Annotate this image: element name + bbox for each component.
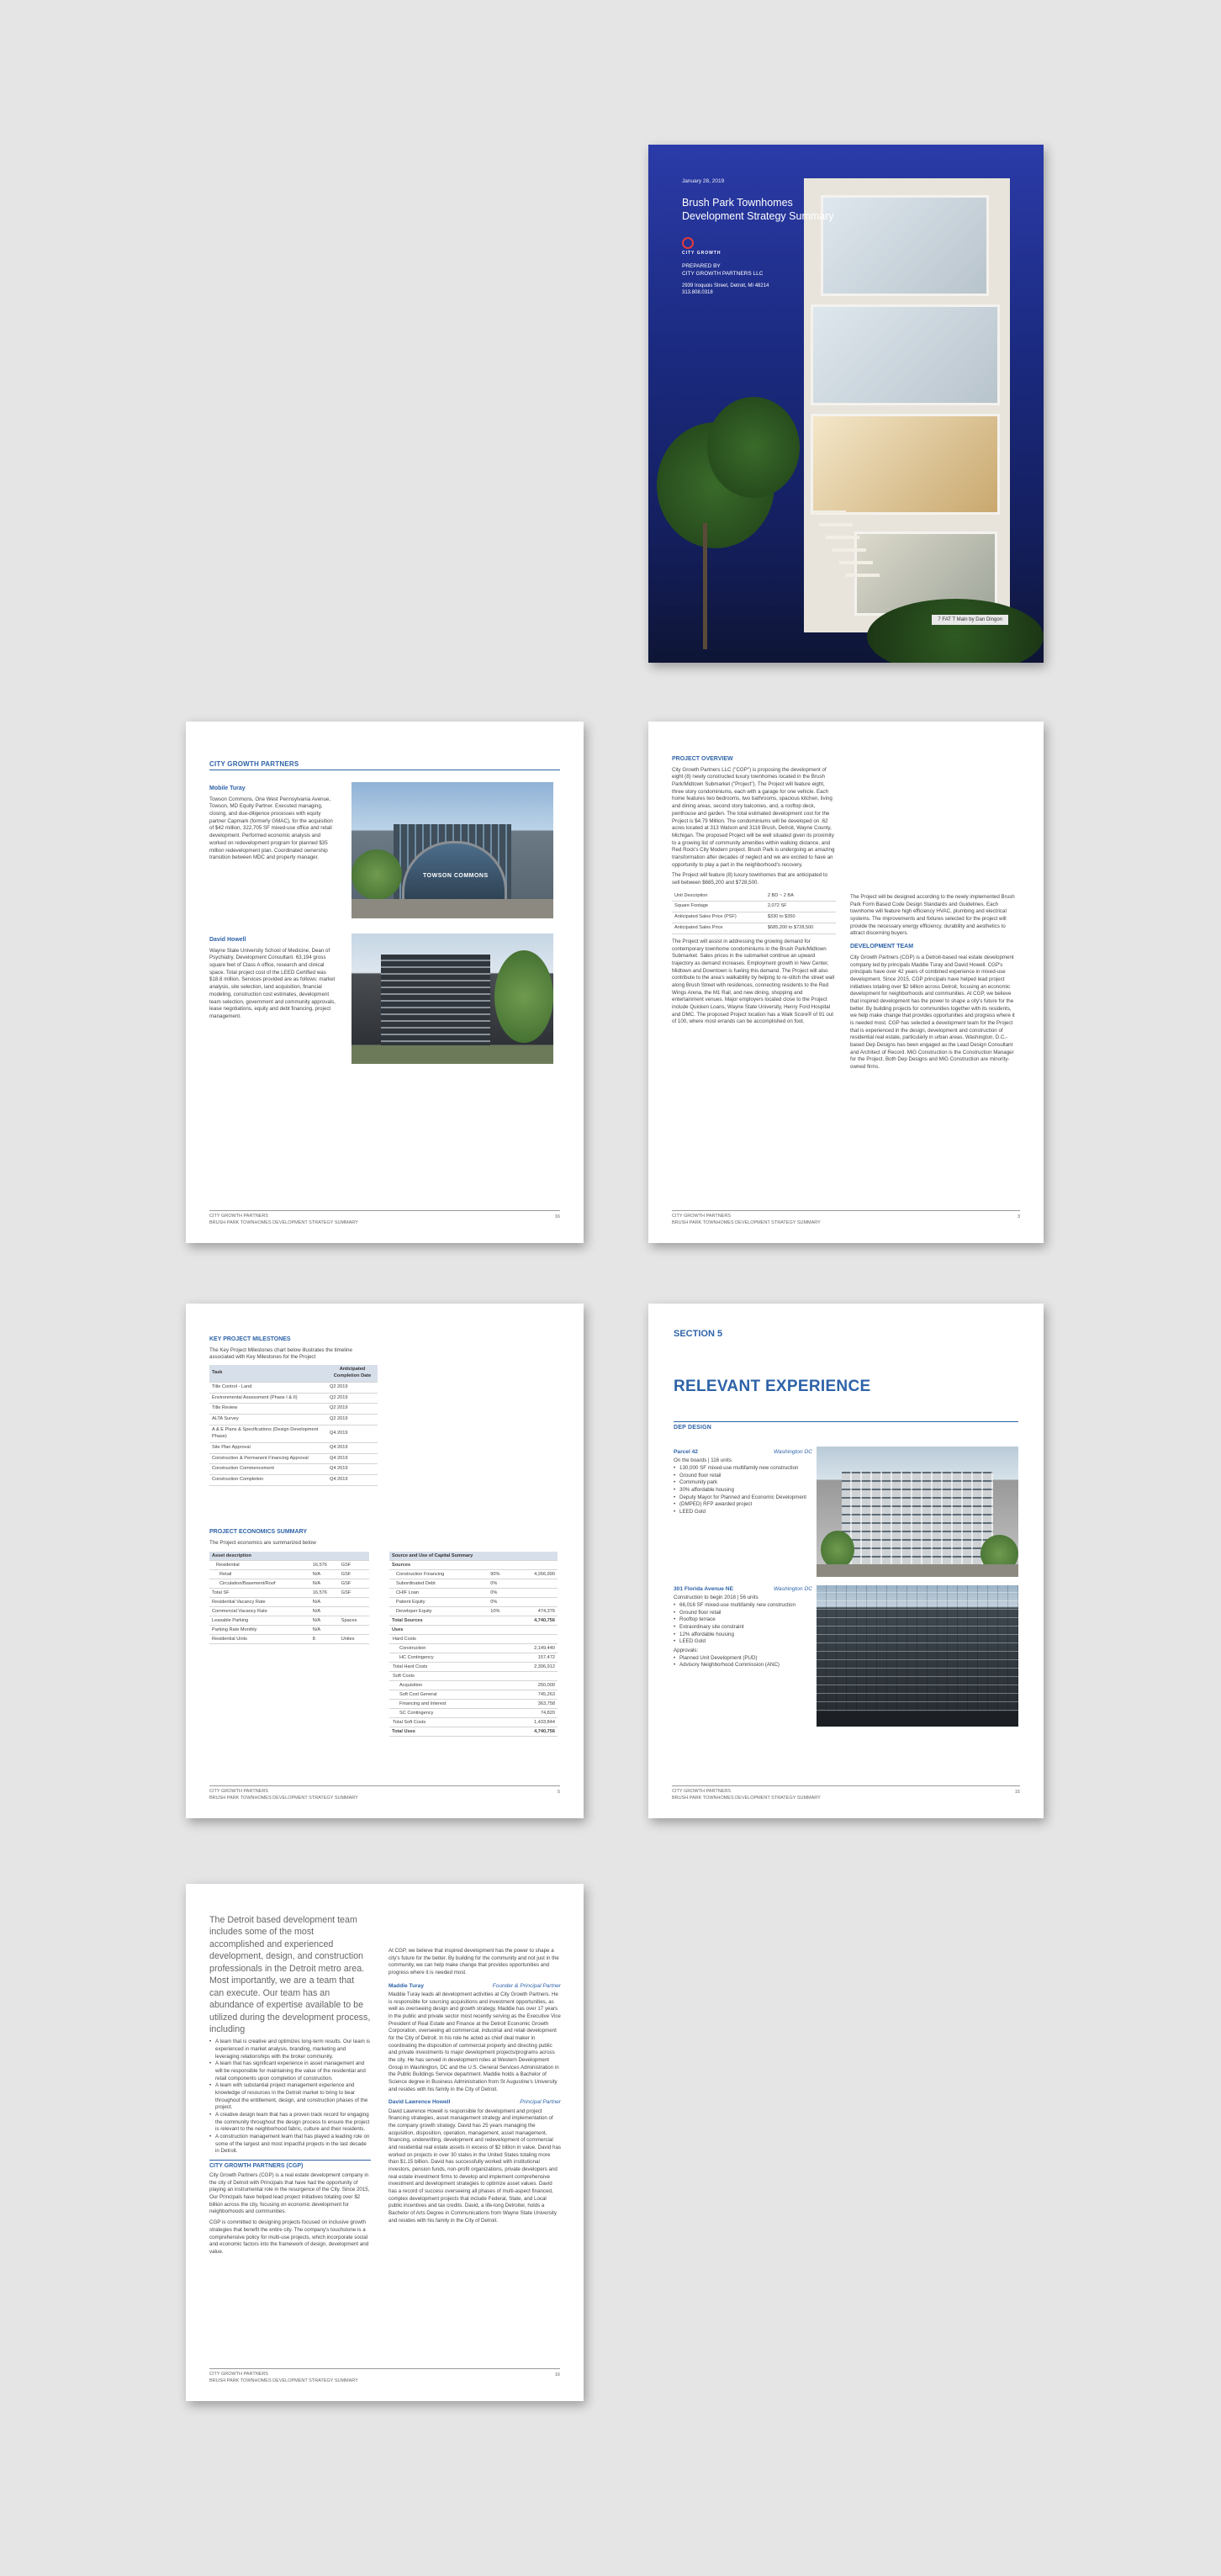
table-row: Construction Commencement Q4 2019 (209, 1464, 378, 1475)
table-row: HC Contingency 157,472 (389, 1653, 558, 1663)
tree-trunk (703, 523, 707, 649)
design-paragraph: The Project will be designed according to the newly implemented Brush Park Form Based Code Design Standards and Guidelines. Each townhome will feature high efficiency HVAC, plumbing and electrical systems. The improvements and fixtures selected for the project will provide the necessary energy efficiency, durability and aesthetics to attract discerning buyers. (850, 894, 1015, 937)
team-strengths (209, 2039, 371, 2155)
list-item: • LEED Gold (674, 1638, 812, 1646)
list-item: • A team that has significant experience in asset management and will be responsible for maintaining the value of the residential and retail components upon completion of construction. (209, 2060, 371, 2082)
list-item: • Ground floor retail (674, 1610, 812, 1617)
page-footer: CITY GROWTH PARTNERS BRUSH PARK TOWNHOMES DEVELOPMENT STRATEGY SUMMARY 3 (672, 1210, 1020, 1226)
table-row: Acquisition 250,000 (389, 1681, 558, 1690)
table-row: Soft Cost General 745,263 (389, 1690, 558, 1700)
project-features (674, 1465, 812, 1516)
list-item: • 130,000 SF mixed-use multifamily new construction (674, 1465, 812, 1473)
table-row: Construction & Permanent Financing Approval Q4 2019 (209, 1453, 378, 1464)
page-footer: CITY GROWTH PARTNERS BRUSH PARK TOWNHOMES DEVELOPMENT STRATEGY SUMMARY 16 (209, 1210, 560, 1226)
parcel-42-rendering (817, 1447, 1018, 1577)
approvals-label: Approvals: (674, 1647, 699, 1653)
table-row: Parking Rate Monthly N/A (209, 1626, 369, 1635)
list-item: • A team that is creative and optimizes long-term results. Our team is experienced in market analysis, branding, marketing and leveraging relationships with the broker community. (209, 2039, 371, 2060)
table-row: Residential Units 8 Unites (209, 1635, 369, 1644)
list-item: • (DMPED) RFP awarded project (674, 1501, 812, 1509)
building-sign: TOWSON COMMONS (423, 873, 489, 879)
page-number: 5 (557, 1790, 560, 1796)
table-row: Residential Vacancy Rate N/A (209, 1598, 369, 1607)
table-row: Environmental Assessment (Phase I & II) Q2 2019 (209, 1393, 378, 1404)
milestones-table: Task Anticipated Completion Date Title Control - Land Q2 2019 Environmental Assessment (Phase I & II) Q2 2019 Title Review Q2 2019 ALTA Survey Q2 2019 A & E Plans & Specifications (Design Development Phase) Q4 2019 Site Plan Approval Q4 2019 Construction & Permanent Financing Approval Q4 2019 Construction Commencement Q4 2019 Construction Completion Q4 2019 (209, 1365, 378, 1486)
list-item: • Community park (674, 1479, 812, 1487)
dev-team-paragraph: City Growth Partners (CGP) is a Detroit-based real estate development company led by principals Maddie Turay and David Howell. CGP's principals have over 42 years of combined experience in mixed-use development. Since 2015, CGP principals have helped lead project initiatives totaling over $2 billion across Detroit, focusing an economic development for neighborhoods and communities. At CGP, we believe that inspired development has the power to shape a city's future for the better. By building projects for communities together with its residents, we help make change that provides opportunities and progress where it is needed most. CGP has selected a development team for the Project that is experienced in the design, development and construction of residential real estate, particularly in urban areas. Washington, D.C.-based Dep Designs has been engaged as the Lead Design Consultant and Architect of Record. MiG Construction is the Construction Manager for the Project. Both Dep Designs and MiG Construction are minority-owned firms. (850, 954, 1015, 1070)
list-item: • A team with substantial project management experience and knowledge of resources in the Detroit market to bring to bear throughout the entitlement, design, and construction phases of the project. (209, 2082, 371, 2112)
cover-address: 2939 Iroquois Street, Detroit, MI 48214 313.808.0318 (682, 283, 769, 296)
cgp-belief-paragraph: At CGP, we believe that inspired development has the power to shape a city's future for the better. By building for the community and not just in the community, we can help make change that provides opportunities and progress where it is needed most. (388, 1948, 559, 1976)
list-item: • 30% affordable housing (674, 1487, 812, 1494)
asset-table: Asset description Residential 16,576 GSF Retail N/A GSF Circulation/Basement/Roof N/A GSF Total SF 16,576 GSF Residential Vacancy Rate N/A Commercial Vacancy Rate N/A Leasable Parking N/A Spaces Parking Rate Monthly N/A Residential Units 8 Unites (209, 1552, 369, 1644)
section-heading: PROJECT OVERVIEW (672, 756, 733, 762)
table-row: A & E Plans & Specifications (Design Development Phase) Q4 2019 (209, 1426, 378, 1443)
section-heading: KEY PROJECT MILESTONES (209, 1336, 291, 1342)
table-row: Title Review Q2 2019 (209, 1404, 378, 1415)
table-row: CHIF Loan 0% (389, 1589, 558, 1598)
table-row: Construction 2,149,440 (389, 1644, 558, 1653)
milestones-intro: The Key Project Milestones chart below illustrates the timeline associated with Key Milestones for the Project (209, 1346, 352, 1361)
list-item: • Rooftop terrace (674, 1616, 812, 1624)
cover-text (682, 178, 850, 296)
list-item: • 12% affordable housing (674, 1632, 812, 1639)
list-item: • Extraordinary site constraint (674, 1624, 812, 1632)
florida-avenue-rendering (817, 1585, 1018, 1727)
economics-intro: The Project economics are summarized below (209, 1539, 316, 1546)
person-title: David Howell (209, 937, 246, 943)
table-row: Construction Financing 90% 4,266,990 (389, 1570, 558, 1579)
person-header: Maddie Turay Founder & Principal Partner (388, 1982, 561, 1989)
section-number: SECTION 5 (674, 1329, 723, 1339)
section-header: CITY GROWTH PARTNERS (209, 760, 299, 768)
table-row: Leasable Parking N/A Spaces (209, 1616, 369, 1626)
prepared-by: PREPARED BY CITY GROWTH PARTNERS LLC (682, 262, 764, 277)
project-features (674, 1602, 812, 1646)
photo-caption: 7 FAT T Main by Dan Dingon (932, 615, 1008, 625)
list-item: • A creative design team that has a proven track record for engaging the community throughout the design process to ensure the project is relevant to the neighborhood fabric, culture and their residents. (209, 2112, 371, 2134)
table-row: Retail N/A GSF (209, 1570, 369, 1579)
section-heading: CITY GROWTH PARTNERS (CGP) (209, 2160, 371, 2169)
overview-paragraph: The Project will assist in addressing the growing demand for contemporary townhome condominiums in the Brush Park/Midtown Submarket. Sales prices in the submarket continue an upward trajectory as demand increases. Employment growth in New Center, Midtown and Downtown is fueling this demand. The Project will also contribute to the area's walkability by helping to re-stitch the street wall along Brush Street with residences, connecting residents to the Red Wings Arena, the M1 Rail, and new dining, shopping and entertainment venues. Major employers located close to the Project include Quicken Loans, Wayne State University, Henry Ford Hospital and DMC. The proposed Project location has a Walk Score® of 91 out of 100, where most errands can be accomplished on foot. (672, 938, 835, 1025)
logo-mark-icon (682, 237, 694, 249)
tree-foliage (707, 397, 800, 498)
page-development-team (186, 1884, 584, 2401)
approvals-list (674, 1655, 812, 1669)
cover-date: January 28, 2019 (682, 178, 725, 184)
table-row: ALTA Survey Q2 2019 (209, 1415, 378, 1426)
table-row: Total SF 16,576 GSF (209, 1589, 369, 1598)
table-row: SC Contingency 74,820 (389, 1709, 558, 1718)
cover-page (648, 145, 1044, 663)
table-row: Subordinated Debt 0% (389, 1579, 558, 1589)
table-row: Residential 16,576 GSF (209, 1561, 369, 1570)
cover-title: Brush Park Townhomes Development Strategy Summary (682, 197, 834, 223)
page-milestones-economics (186, 1304, 584, 1818)
overview-paragraph: The Project will feature (8) luxury townhomes that are anticipated to sell between $685,200 and $728,500. (672, 872, 828, 886)
overview-paragraph: City Growth Partners LLC ("CGP") is proposing the development of eight (8) newly constructed luxury townhomes located in the Brush Park/Midtown Submarket ("Project"). The Project will feature eight, three story condominiums, each with a garage for one vehicle. Each home features two bedrooms, two bathrooms, spacious kitchen, living and dining areas, second story balconies, and, a rooftop deck, penthouse and garden. The total estimated development cost for the Project is $4.79 Million. The condominiums will be developed on .62 acres located at 313 Watson and 3116 Brush, Detroit, Wayne County, Michigan. The proposed Project will be well situated given its proximity to a growing list of community amenities within walking distance, and Red Rock's City Modern project. Brush Park is undergoing an amazing transformation after decades of neglect and we are excited to have an opportunity to play a part in the neighborhood's recovery. (672, 766, 835, 868)
logo-brand: CITY GROWTH (682, 250, 722, 256)
person-bio: Maddie Turay leads all development activities at City Growth Partners. He is responsible for sourcing acquisitions and investment opportunities, as well as overseeing design and growth strategy. Maddie has over 17 years in the public and private sector most recently serving as the Executive Vice President of Real Estate and Finance at the Detroit Economic Growth Corporation, overseeing all commercial, industrial and retail development for the City of Detroit. In his role he acted as chief deal maker in coordinating the disposition of commercial property and directing public and private investments to major development projects/programs across the city. He has served in development roles at Western Development Group in Washington, DC and the U.S. General Services Administration in the Public Buildings Service department. Maddie holds a Bachelor of Science degree in Business Administration from St Augustine's University and resides with his family in the City of Detroit. (388, 1991, 561, 2092)
wayne-state-building-photo (352, 934, 553, 1064)
page-number: 16 (554, 2372, 560, 2378)
list-item: • Ground floor retail (674, 1473, 812, 1480)
firm-heading: DEP DESIGN (674, 1425, 712, 1431)
page-team-experience (186, 722, 584, 1243)
page-relevant-experience (648, 1304, 1044, 1818)
list-item: • Advisory Neighborhood Commission (ANC) (674, 1662, 812, 1669)
table-row: Construction Completion Q4 2019 (209, 1475, 378, 1486)
project-header: Parcel 42 Washington DC (674, 1449, 812, 1455)
section-heading: PROJECT ECONOMICS SUMMARY (209, 1529, 308, 1535)
table-row: Site Plan Approval Q4 2019 (209, 1442, 378, 1453)
page-number: 3 (1017, 1214, 1020, 1220)
project-header: 301 Florida Avenue NE Washington DC (674, 1586, 812, 1592)
table-row: Commercial Vacancy Rate N/A (209, 1607, 369, 1616)
page-number: 16 (554, 1214, 560, 1220)
person-description: Wayne State University School of Medicine, Dean of Psychiatry, Development Consultant. 63,194 gross square feet of Class A office, research and clinical space. Total project cost of the LEED Certified was $18.8 million. Services provided are as follows: market analysis, site selection, land acquisition, financial modeling, construction cost estimates, development team selection, government and community approvals, lease negotiations, equity and debt financing, project management. (209, 947, 336, 1019)
page-footer: CITY GROWTH PARTNERS BRUSH PARK TOWNHOMES DEVELOPMENT STRATEGY SUMMARY 5 (209, 1785, 560, 1801)
person-title: Mobile Turay (209, 785, 246, 791)
cgp-paragraph: City Growth Partners (CGP) is a real estate development company in the city of Detroit with Principals that have had the opportunity of playing an instrumental role in the resurgence of the City. Since 2015, Our Principals have helped lead project initiatives totaling over $2 billion across the city, focusing on economic development for neighborhoods and communities. (209, 2172, 370, 2215)
towson-commons-photo (352, 782, 553, 918)
table-row: Financing and Interest 363,758 (389, 1700, 558, 1709)
cgp-paragraph: CGP is committed to designing projects focused on inclusive growth strategies that benefit the entire city. The company's touchstone is a comprehensive policy for multi-use projects, which incorporate social and economic factors into the framework of design, development and value. (209, 2219, 369, 2255)
sources-uses-table: Source and Use of Capital Summary Sources Construction Financing 90% 4,266,990 Subordinated Debt 0% CHIF Loan 0% Patient Equity 0% Developer Equity 10% 474,376 Total Sources 4,740,756 Uses Hard Costs Construction 2,149,440 HC Contingency 157,472 Total Hard Costs 2,306,912 Soft Costs Acquisition 250,000 Soft Cost General 745,263 Financing and Interest 363,758 SC Contingency 74,820 Total Soft Costs 1,433,844 Total Uses 4,740,756 (389, 1552, 558, 1737)
person-bio: David Lawrence Howell is responsible for development and project financing strategies, asset management strategy and implementation of the company growth strategy. David has 25 years managing the acquisition, disposition, operation, management, asset management, financing, underwriting, development and redevelopment of commercial and residential real estate assets in excess of $2 billion in value. David has worked on projects in over 30 states in the United States totaling more than $1.15 billion. David has successfully worked with institutional investors, pension funds, non-profit organizations, private developers and real estate investment firms to develop and implement comprehensive investment and development strategies to optimize asset values. David has a record of success overseeing all phases of multi-aspect financed, complex development projects that include Federal, State, and Local public incentives and tax credits. David, a life-long Detroiter, holds a Bachelor of Arts Degree in Communications from Wayne State University and resides with his family in the City of Detroit. (388, 2108, 561, 2224)
page-footer: CITY GROWTH PARTNERS BRUSH PARK TOWNHOMES DEVELOPMENT STRATEGY SUMMARY 15 (672, 1785, 1020, 1801)
table-row: Developer Equity 10% 474,376 (389, 1607, 558, 1616)
list-item: • Planned Unit Development (PUD) (674, 1655, 812, 1663)
table-row: Patient Equity 0% (389, 1598, 558, 1607)
section-title: RELEVANT EXPERIENCE (674, 1378, 871, 1395)
page-project-overview (648, 722, 1044, 1243)
table-row: Circulation/Basement/Roof N/A GSF (209, 1579, 369, 1589)
list-item: • Deputy Mayor for Planned and Economic Development (674, 1494, 812, 1502)
person-header: David Lawrence Howell Principal Partner (388, 2099, 561, 2106)
unit-table: Unit Description 2 BD ~ 2 BA Square Footage 2,072 SF Anticipated Sales Price (PSF) $330 to $350 Anticipated Sales Price $685,200 to $728,500 (672, 891, 836, 934)
person-description: Towson Commons, One West Pennsylvania Avenue, Towson, MD Equity Partner. Executed managing, closing, and due-diligence processes with equity partner Capmark (formerly GMAC), for the acquisition of $42 million, 322,705 SF mixed-use office and retail development. Performed economic analysis and worked on redevelopment program for planned $35 million redevelopment plan. Coordinated ownership transition between MDC and property manager. (209, 796, 333, 861)
project-subtitle: On the boards | 116 units (674, 1457, 732, 1464)
project-subtitle: Construction to begin 2018 | 56 units (674, 1595, 758, 1601)
section-heading: DEVELOPMENT TEAM (850, 944, 914, 950)
table-row: Title Control - Land Q2 2019 (209, 1382, 378, 1393)
page-footer: CITY GROWTH PARTNERS BRUSH PARK TOWNHOMES DEVELOPMENT STRATEGY SUMMARY 16 (209, 2368, 560, 2384)
list-item: • LEED Gold (674, 1509, 812, 1516)
page-number: 15 (1014, 1790, 1020, 1796)
list-item: • 66,016 SF mixed-use multifamily new construction (674, 1602, 812, 1610)
team-lead-paragraph: The Detroit based development team includes some of the most accomplished and experienced development, design, and construction professionals in the Detroit metro area. Most importantly, we are a team that can execute. Our team has an abundance of expertise available to be utilized during the development process, including (209, 1915, 371, 2034)
city-growth-logo (682, 237, 850, 249)
list-item: • A construction management team that has played a leading role on some of the largest and most impactful projects in the last decade in Detroit. (209, 2134, 371, 2155)
